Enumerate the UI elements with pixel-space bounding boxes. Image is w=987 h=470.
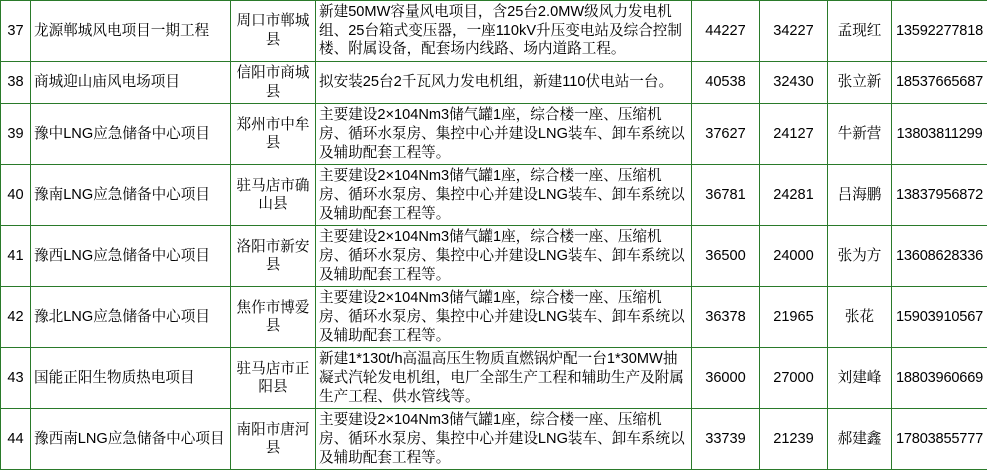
cell-phone: 15903910567 bbox=[892, 287, 987, 348]
cell-annual-investment: 27000 bbox=[760, 348, 828, 409]
cell-person: 吕海鹏 bbox=[828, 165, 892, 226]
cell-description: 主要建设2×104Nm3储气罐1座，综合楼一座、压缩机房、循环水泵房、集控中心并建设LNG装车、卸车系统以及辅助配套工程等。 bbox=[316, 104, 692, 165]
cell-location: 洛阳市新安县 bbox=[231, 226, 316, 287]
cell-annual-investment: 24127 bbox=[760, 104, 828, 165]
cell-phone: 13608628336 bbox=[892, 226, 987, 287]
table-row[interactable] bbox=[1, 287, 987, 348]
cell-location: 周口市郸城县 bbox=[231, 1, 316, 62]
cell-annual-investment: 24000 bbox=[760, 226, 828, 287]
cell-total-investment: 36500 bbox=[692, 226, 760, 287]
cell-description: 拟安装25台2千瓦风力发电机组，新建110伏电站一台。 bbox=[316, 62, 692, 104]
cell-annual-investment: 32430 bbox=[760, 62, 828, 104]
cell-person: 张花 bbox=[828, 287, 892, 348]
cell-location: 驻马店市确山县 bbox=[231, 165, 316, 226]
cell-person: 张立新 bbox=[828, 62, 892, 104]
cell-index: 38 bbox=[1, 62, 31, 104]
cell-index: 40 bbox=[1, 165, 31, 226]
cell-location: 驻马店市正阳县 bbox=[231, 348, 316, 409]
cell-location: 焦作市博爱县 bbox=[231, 287, 316, 348]
cell-description: 主要建设2×104Nm3储气罐1座，综合楼一座、压缩机房、循环水泵房、集控中心并建设LNG装车、卸车系统以及辅助配套工程等。 bbox=[316, 409, 692, 470]
cell-index: 39 bbox=[1, 104, 31, 165]
cell-phone: 17803855777 bbox=[892, 409, 987, 470]
cell-project-name: 豫西LNG应急储备中心项目 bbox=[31, 226, 231, 287]
cell-annual-investment: 21239 bbox=[760, 409, 828, 470]
cell-location: 南阳市唐河县 bbox=[231, 409, 316, 470]
cell-person: 孟现红 bbox=[828, 1, 892, 62]
cell-person: 牛新营 bbox=[828, 104, 892, 165]
cell-total-investment: 37627 bbox=[692, 104, 760, 165]
table-row[interactable] bbox=[1, 409, 987, 470]
cell-total-investment: 44227 bbox=[692, 1, 760, 62]
cell-phone: 13803811299 bbox=[892, 104, 987, 165]
cell-project-name: 豫中LNG应急储备中心项目 bbox=[31, 104, 231, 165]
cell-phone: 13592277818 bbox=[892, 1, 987, 62]
table-row[interactable] bbox=[1, 348, 987, 409]
cell-description: 主要建设2×104Nm3储气罐1座，综合楼一座、压缩机房、循环水泵房、集控中心并建设LNG装车、卸车系统以及辅助配套工程等。 bbox=[316, 287, 692, 348]
cell-person: 郝建鑫 bbox=[828, 409, 892, 470]
table-row[interactable] bbox=[1, 62, 987, 104]
cell-project-name: 龙源郸城风电项目一期工程 bbox=[31, 1, 231, 62]
cell-annual-investment: 24281 bbox=[760, 165, 828, 226]
cell-total-investment: 36781 bbox=[692, 165, 760, 226]
cell-phone: 18537665687 bbox=[892, 62, 987, 104]
cell-total-investment: 40538 bbox=[692, 62, 760, 104]
cell-location: 郑州市中牟县 bbox=[231, 104, 316, 165]
cell-index: 41 bbox=[1, 226, 31, 287]
cell-index: 37 bbox=[1, 1, 31, 62]
cell-annual-investment: 34227 bbox=[760, 1, 828, 62]
cell-index: 43 bbox=[1, 348, 31, 409]
cell-index: 44 bbox=[1, 409, 31, 470]
table-body bbox=[1, 1, 987, 470]
cell-project-name: 国能正阳生物质热电项目 bbox=[31, 348, 231, 409]
cell-person: 张为方 bbox=[828, 226, 892, 287]
cell-person: 刘建峰 bbox=[828, 348, 892, 409]
cell-annual-investment: 21965 bbox=[760, 287, 828, 348]
cell-total-investment: 33739 bbox=[692, 409, 760, 470]
table-row[interactable] bbox=[1, 104, 987, 165]
table-row[interactable] bbox=[1, 1, 987, 62]
cell-project-name: 豫南LNG应急储备中心项目 bbox=[31, 165, 231, 226]
cell-total-investment: 36000 bbox=[692, 348, 760, 409]
cell-phone: 13837956872 bbox=[892, 165, 987, 226]
cell-project-name: 豫北LNG应急储备中心项目 bbox=[31, 287, 231, 348]
cell-description: 新建50MW容量风电项目，含25台2.0MW级风力发电机组、25台箱式变压器，一座110kV升压变电站及综合控制楼、附属设备，配套场内线路、场内道路工程。 bbox=[316, 1, 692, 62]
cell-description: 主要建设2×104Nm3储气罐1座，综合楼一座、压缩机房、循环水泵房、集控中心并建设LNG装车、卸车系统以及辅助配套工程等。 bbox=[316, 165, 692, 226]
table-row[interactable] bbox=[1, 165, 987, 226]
cell-description: 主要建设2×104Nm3储气罐1座，综合楼一座、压缩机房、循环水泵房、集控中心并建设LNG装车、卸车系统以及辅助配套工程等。 bbox=[316, 226, 692, 287]
cell-index: 42 bbox=[1, 287, 31, 348]
cell-location: 信阳市商城县 bbox=[231, 62, 316, 104]
table-row[interactable] bbox=[1, 226, 987, 287]
cell-total-investment: 36378 bbox=[692, 287, 760, 348]
cell-phone: 18803960669 bbox=[892, 348, 987, 409]
cell-project-name: 商城迎山庙风电场项目 bbox=[31, 62, 231, 104]
cell-description: 新建1*130t/h高温高压生物质直燃锅炉配一台1*30MW抽凝式汽轮发电机组，电厂全部生产工程和辅助生产及附属生产工程、供水管线等。 bbox=[316, 348, 692, 409]
cell-project-name: 豫西南LNG应急储备中心项目 bbox=[31, 409, 231, 470]
